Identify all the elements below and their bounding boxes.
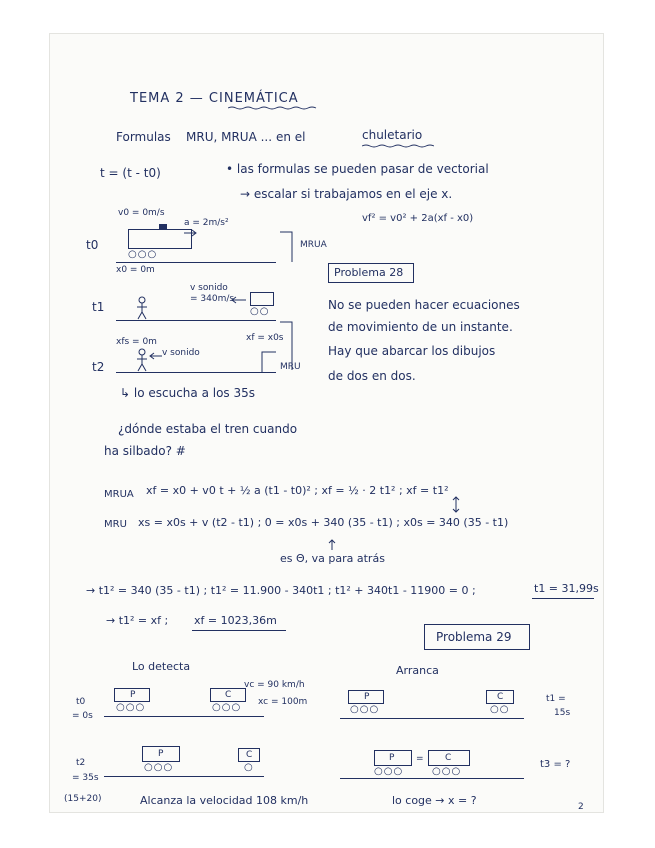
- bullet-escalar: → escalar si trabajamos en el eje x.: [240, 187, 453, 201]
- train-body-t1: [250, 292, 274, 306]
- eq-mrua: xf = x0 + v0 t + ½ a (t1 - t0)² ; xf = ½ · 2 t1² ; xf = t1²: [146, 484, 449, 497]
- label-escucha: ↳ lo escucha a los 35s: [120, 386, 255, 400]
- police-label-t2: P: [158, 749, 164, 759]
- c-wheels-t3: ○○○: [432, 766, 462, 777]
- label-t0: t0: [86, 238, 99, 252]
- train-chimney: [159, 224, 167, 229]
- intro-chuletario: chuletario: [362, 128, 423, 142]
- police-label-t3: P: [389, 753, 395, 763]
- eq-mrua-label: MRUA: [104, 489, 134, 500]
- police-wheels-t1: ○○○: [350, 704, 380, 715]
- bullet-vectorial: • las formulas se pueden pasar de vectorial: [226, 162, 489, 176]
- result-underline-t1: [532, 598, 594, 599]
- label-p29-t0: t0: [76, 697, 86, 707]
- intro-mru-mrua: MRU, MRUA ...: [186, 130, 273, 144]
- c-wheels-t1: ○○: [490, 704, 510, 715]
- intro-en-el: en el: [276, 130, 306, 144]
- road-line-t1: [340, 718, 524, 719]
- question-line1: ¿dónde estaba el tren cuando: [118, 422, 298, 436]
- page-title: TEMA 2 — CINEMÁTICA: [130, 91, 299, 106]
- police-wheels-t0: ○○○: [116, 702, 146, 713]
- police-wheels-t2: ○○○: [144, 762, 174, 773]
- label-p29-t1: t1 =: [546, 694, 566, 704]
- label-coge: lo coge → x = ?: [392, 794, 477, 807]
- label-vsonido: v sonido: [190, 283, 228, 293]
- train-wheels-t1: ○○: [250, 306, 270, 317]
- bullet-formula: vf² = v0² + 2a(xf - x0): [362, 213, 474, 224]
- problema-28-line4: de dos en dos.: [328, 369, 416, 383]
- label-t1: t1: [92, 300, 105, 314]
- c-wheels-t0: ○○○: [212, 702, 242, 713]
- track-line-t1: [116, 320, 276, 321]
- problema-29-label: Problema 29: [436, 630, 512, 644]
- police-wheels-t3: ○○○: [374, 766, 404, 777]
- label-p29-t2s: = 35s: [72, 773, 99, 783]
- label-x0: x0 = 0m: [116, 265, 155, 275]
- problema-28-line3: Hay que abarcar los dibujos: [328, 344, 496, 358]
- bullet-time: t = (t - t0): [100, 166, 161, 180]
- label-vc: vc = 90 km/h: [244, 680, 305, 690]
- train-body: [128, 229, 192, 249]
- page-number: 2: [578, 802, 584, 812]
- label-v340: = 340m/s: [190, 294, 235, 304]
- road-line-t2: [104, 776, 264, 777]
- title-underline: [228, 106, 318, 110]
- c-label-t0: C: [225, 690, 232, 700]
- label-arranca: Arranca: [396, 664, 439, 677]
- eq-line3: → t1² = 340 (35 - t1) ; t1² = 11.900 - 340t1 ; t1² + 340t1 - 11900 = 0 ;: [86, 584, 476, 597]
- chuletario-underline: [362, 144, 434, 148]
- road-line-t3: [340, 778, 524, 779]
- label-p29-t2p: (15+20): [64, 794, 102, 804]
- c-label-t1: C: [497, 692, 504, 702]
- train-wheels: ○○○: [128, 249, 158, 260]
- label-p29-t2: t2: [76, 758, 86, 768]
- eq-mru-label: MRU: [104, 519, 127, 530]
- label-x0s: xfs = 0m: [116, 337, 157, 347]
- label-p29-t1v: 15s: [554, 708, 571, 718]
- intro-formulas: Formulas: [116, 130, 171, 144]
- problema-28-line2: de movimiento de un instante.: [328, 320, 513, 334]
- question-line2: ha silbado? #: [104, 444, 186, 458]
- label-xc: xc = 100m: [258, 697, 308, 707]
- label-acceleration: a = 2m/s²: [184, 218, 229, 228]
- label-mrua: MRUA: [300, 240, 327, 250]
- label-alcanza: Alcanza la velocidad 108 km/h: [140, 794, 309, 807]
- eq-xf-result: xf = 1023,36m: [194, 614, 277, 627]
- label-p29-t0s: = 0s: [72, 711, 93, 721]
- result-underline-xf: [192, 630, 286, 631]
- police-label-t1: P: [364, 692, 370, 702]
- c-wheels-t2: ○: [244, 762, 254, 773]
- track-line-t0: [116, 262, 276, 263]
- track-line-t2: [116, 372, 276, 373]
- problema-28-label: Problema 28: [334, 266, 404, 279]
- label-lo-detecta: Lo detecta: [132, 660, 191, 673]
- label-xf: xf = x0s: [246, 333, 284, 343]
- equals-sign: =: [416, 754, 424, 764]
- police-label-t0: P: [130, 690, 136, 700]
- c-label-t3: C: [445, 753, 452, 763]
- label-t2: t2: [92, 360, 105, 374]
- eq-t1-result: t1 = 31,99s: [534, 582, 599, 595]
- c-label-t2: C: [246, 750, 253, 760]
- eq-mru: xs = x0s + v (t2 - t1) ; 0 = x0s + 340 (35 - t1) ; x0s = 340 (35 - t1): [138, 516, 509, 529]
- eq-line4: → t1² = xf ;: [106, 614, 169, 627]
- label-v0: v0 = 0m/s: [118, 208, 165, 218]
- label-mru: MRU: [280, 362, 301, 372]
- label-p29-t3: t3 = ?: [540, 759, 571, 770]
- road-line-t0: [104, 716, 264, 717]
- eq-note: es Θ, va para atrás: [280, 552, 385, 565]
- label-vsonido2: v sonido: [162, 348, 200, 358]
- problema-28-line1: No se pueden hacer ecuaciones: [328, 298, 520, 312]
